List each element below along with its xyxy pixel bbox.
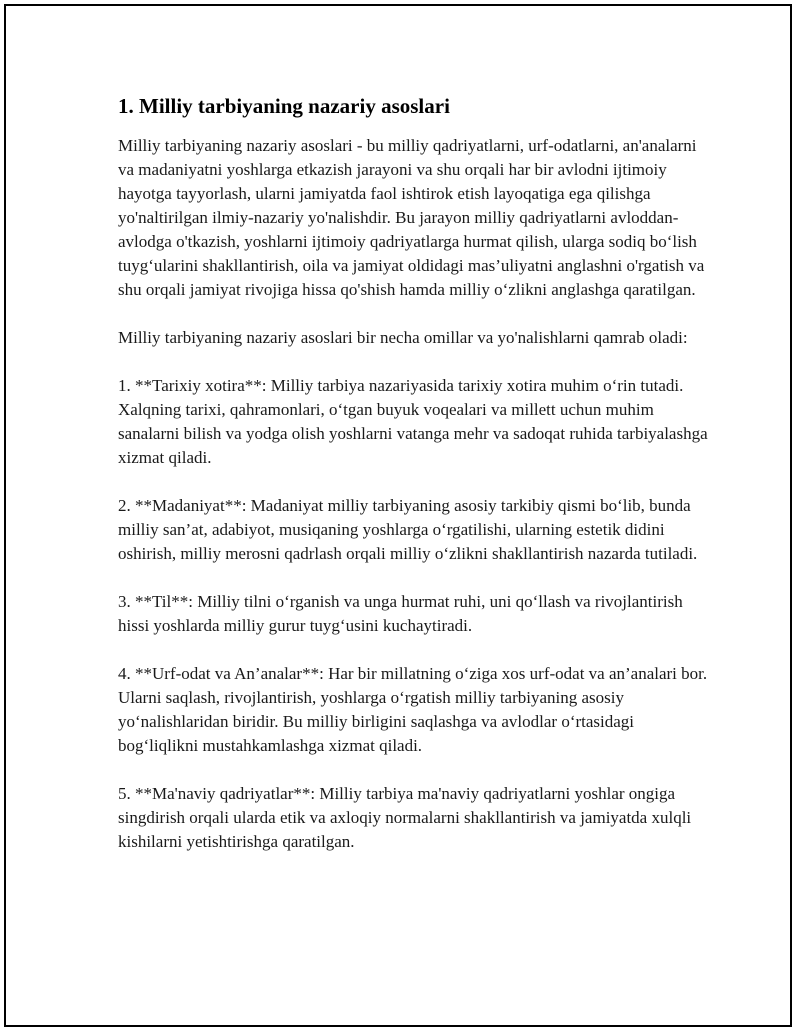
section-heading: 1. Milliy tarbiyaning nazariy asoslari bbox=[118, 94, 450, 118]
paragraph-item-2: 2. **Madaniyat**: Madaniyat milliy tarbiyaning asosiy tarkibiy qismi bo‘lib, bunda milliy san’at, adabiyot, musiqaning yoshlarga o‘rgatilishi, ularning estetik didini oshirish, milliy merosni qadrlash orqali milliy o‘zlikni shakllantirish nazarda tutiladi. bbox=[118, 496, 698, 563]
paragraph-intro: Milliy tarbiyaning nazariy asoslari - bu milliy qadriyatlarni, urf-odatlarni, an'analarni va madaniyatni yoshlarga etkazish jarayoni va shu orqali har bir avlodni ijtimoiy hayotga tayyorlash, ularni jamiyatda faol ishtirok etish layoqatiga ega qilishga yo'naltirilgan ilmiy-nazariy yo'nalishdir. Bu jarayon milliy qadriyatlarni avloddan-avlodga o'tkazish, yoshlarni ijtimoiy qadriyatlarga hurmat qilish, ularga sodiq bo‘lish tuyg‘ularini shakllantirish, oila va jamiyat oldidagi mas’uliyatni anglashni o'rgatish va shu orqali jamiyat rivojiga hissa qo'shish hamda milliy o‘zlikni anglashga qaratilgan. bbox=[118, 136, 705, 299]
paragraph-item-1: 1. **Tarixiy xotira**: Milliy tarbiya nazariyasida tarixiy xotira muhim o‘rin tutadi. Xalqning tarixi, qahramonlari, o‘tgan buyuk voqealari va millett uchun muhim sanalarni bilish va yodga olish yoshlarni vatanga mehr va sadoqat ruhida tarbiyalashga xizmat qiladi. bbox=[118, 376, 708, 467]
document-body bbox=[118, 92, 708, 878]
paragraph-item-4: 4. **Urf-odat va An’analar**: Har bir millatning o‘ziga xos urf-odat va an’analari bor. Ularni saqlash, rivojlantirish, yoshlarga o‘rgatish milliy tarbiyaning asosiy yo‘nalishlaridan biridir. Bu milliy birligini saqlashga va avlodlar o‘rtasidagi bog‘liqlikni mustahkamlashga xizmat qiladi. bbox=[118, 664, 708, 755]
paragraph-overview: Milliy tarbiyaning nazariy asoslari bir necha omillar va yo'nalishlarni qamrab oladi: bbox=[118, 328, 688, 347]
paragraph-item-5: 5. **Ma'naviy qadriyatlar**: Milliy tarbiya ma'naviy qadriyatlarni yoshlar ongiga singdirish orqali ularda etik va axloqiy normalarni shakllantirish va jamiyatda xulqli kishilarni yetishtirishga qaratilgan. bbox=[118, 784, 692, 851]
paragraph-item-3: 3. **Til**: Milliy tilni o‘rganish va unga hurmat ruhi, uni qo‘llash va rivojlantirish hissi yoshlarda milliy gurur tuyg‘usini kuchaytiradi. bbox=[118, 592, 683, 635]
